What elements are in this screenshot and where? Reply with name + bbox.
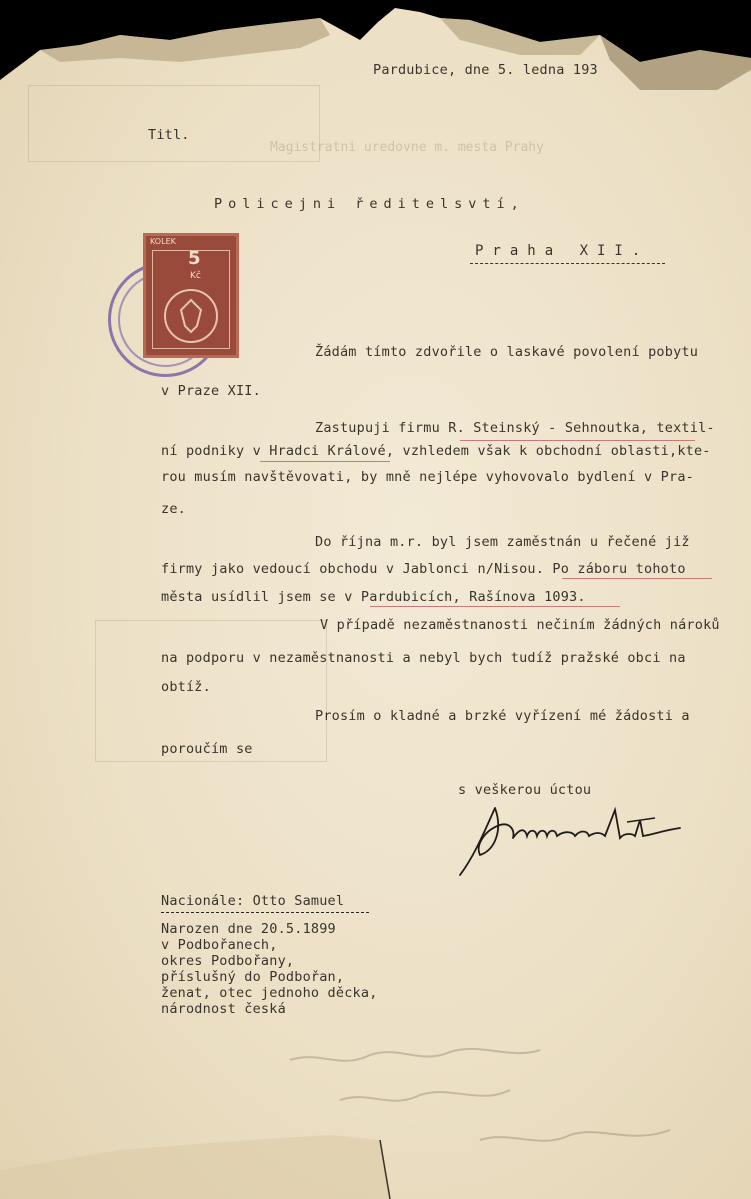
coat-of-arms-icon	[161, 286, 221, 346]
body-p2-line1: Zastupuji firmu R. Steinský - Sehnoutka, textil-	[315, 420, 715, 436]
addressee-line-2: Praha XII.	[475, 243, 650, 259]
body-p5-line2: poroučím se	[161, 741, 253, 757]
personal-line-1: Narozen dne 20.5.1899	[161, 921, 336, 937]
body-p5-line1: Prosím o kladné a brzké vyřízení mé žádosti a	[315, 708, 690, 724]
addressee-line-1: Policejni ředitelsvtí,	[214, 196, 525, 212]
addressee-underline	[470, 263, 665, 264]
body-p4-line1: V případě nezaměstnanosti nečiním žádných nároků	[320, 617, 720, 633]
personal-line-2: v Podbořanech,	[161, 937, 278, 953]
body-p2-line2: ní podniky v Hradci Králové, vzhledem však k obchodní oblasti,kte-	[161, 443, 711, 459]
personal-line-6: národnost česká	[161, 1001, 286, 1017]
place-date: Pardubice, dne 5. ledna 193	[373, 62, 598, 78]
bottom-fold	[0, 1110, 751, 1199]
closing-text: s veškerou úctou	[458, 782, 592, 798]
stamp-value: 5	[188, 248, 201, 269]
salutation: Titl.	[148, 127, 190, 143]
underline-hradec	[260, 461, 390, 462]
body-p1-line1: Žádám tímto zdvořile o laskavé povolení pobytu	[315, 344, 699, 360]
heading-rule-top	[161, 912, 369, 913]
body-p4-line3: obtíž.	[161, 679, 211, 695]
stamp-unit: Kč	[190, 271, 201, 281]
body-p2-line3: rou musím navštěvovati, by mně nejlépe vyhovovalo bydlení v Pra-	[161, 469, 694, 485]
personal-heading: Nacionále: Otto Samuel	[161, 893, 345, 909]
body-p1-line2: v Praze XII.	[161, 383, 261, 399]
show-through-box	[28, 85, 320, 162]
revenue-stamp	[143, 233, 239, 358]
body-p2-line4: ze.	[161, 501, 186, 517]
personal-line-5: ženat, otec jednoho děcka,	[161, 985, 378, 1001]
body-p4-line2: na podporu v nezaměstnanosti a nebyl bych tudíž pražské obci na	[161, 650, 686, 666]
underline-zabor	[562, 578, 712, 579]
underline-firm	[460, 440, 695, 441]
personal-line-3: okres Podbořany,	[161, 953, 295, 969]
stamp-top-text: KOLEK	[150, 237, 176, 246]
show-through-text: Magistratni uredovne m. mesta Prahy	[270, 140, 544, 155]
underline-address	[370, 606, 620, 607]
personal-line-4: příslušný do Podbořan,	[161, 969, 345, 985]
body-p3-line2: firmy jako vedoucí obchodu v Jablonci n/Nisou. Po záboru tohoto	[161, 561, 686, 577]
handwritten-signature	[455, 800, 685, 880]
body-p3-line3: města usídlil jsem se v Pardubicích, Rašínova 1093.	[161, 589, 586, 605]
body-p3-line1: Do října m.r. byl jsem zaměstnán u řečené již	[315, 534, 690, 550]
